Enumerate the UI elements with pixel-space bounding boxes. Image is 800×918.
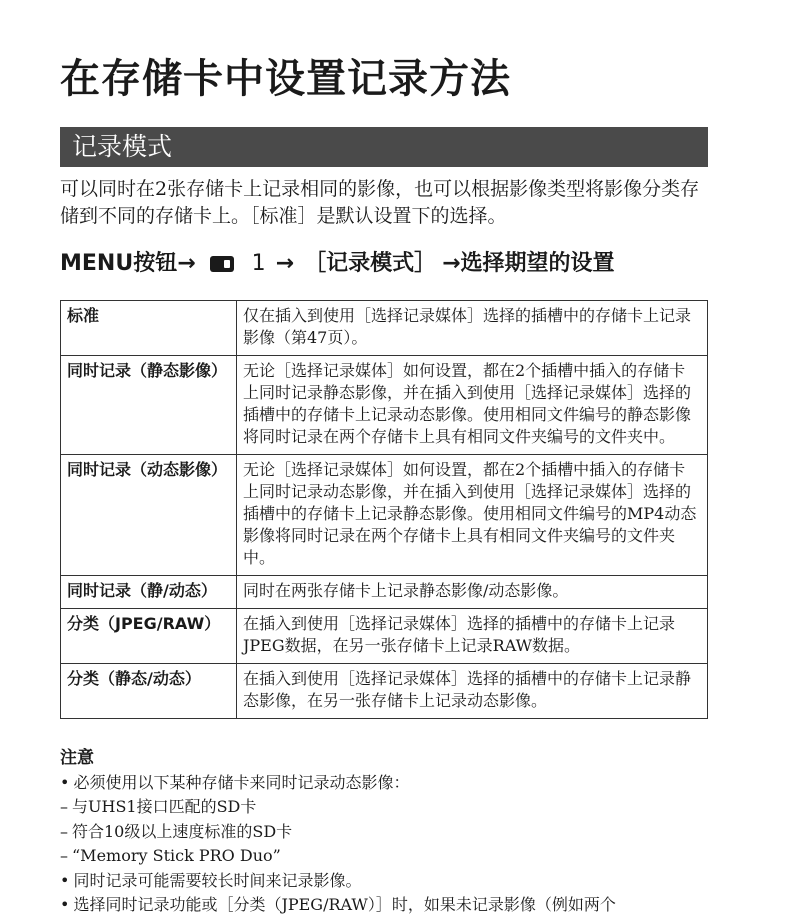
mode-name: 同时记录（动态影像） [61, 455, 237, 576]
note-line: • 必须使用以下某种存储卡来同时记录动态影像： [60, 771, 740, 796]
menu-path-end: →选择期望的设置 [442, 251, 615, 276]
table-row [61, 664, 708, 719]
mode-name: 同时记录（静/动态） [61, 576, 237, 609]
menu-tab-number: 1 [251, 251, 266, 276]
table-row [61, 356, 708, 455]
mode-name: 同时记录（静态影像） [61, 356, 237, 455]
mode-name: 标准 [61, 301, 237, 356]
mode-name: 分类（JPEG/RAW） [61, 609, 237, 664]
memory-card-icon [210, 256, 234, 272]
section-heading: 记录模式 [72, 132, 173, 161]
menu-path-start: MENU按钮→ [60, 251, 196, 276]
page-title: 在存储卡中设置记录方法 [60, 56, 511, 102]
notes-title: 注意 [60, 748, 94, 768]
menu-path-item: ［记录模式］ [304, 251, 437, 276]
intro-paragraph: 可以同时在2张存储卡上记录相同的影像，也可以根据影像类型将影像分类存储到不同的存储卡上。［标准］是默认设置下的选择。 [60, 178, 700, 227]
note-line: • 同时记录可能需要较长时间来记录影像。 [60, 869, 740, 894]
section-header [60, 127, 708, 167]
note-line: • 选择同时记录功能或［分类（JPEG/RAW）］时，如果未记录影像（例如两个 [60, 893, 740, 918]
mode-description: 同时在两张存储卡上记录静态影像/动态影像。 [237, 576, 708, 609]
notes-section [60, 746, 740, 918]
mode-description: 在插入到使用［选择记录媒体］选择的插槽中的存储卡上记录静态影像，在另一张存储卡上记录动态影像。 [237, 664, 708, 719]
mode-description: 在插入到使用［选择记录媒体］选择的插槽中的存储卡上记录JPEG数据，在另一张存储卡上记录RAW数据。 [237, 609, 708, 664]
mode-description: 仅在插入到使用［选择记录媒体］选择的插槽中的存储卡上记录影像（第47页）。 [237, 301, 708, 356]
note-line: – 符合10级以上速度标准的SD卡 [60, 820, 740, 845]
menu-path [60, 246, 615, 282]
mode-description: 无论［选择记录媒体］如何设置，都在2个插槽中插入的存储卡上同时记录动态影像，并在插入到使用［选择记录媒体］选择的插槽中的存储卡上记录静态影像。使用相同文件编号的MP4动态影像将同时记录在两个存储卡上具有相同文件夹编号的文件夹中。 [237, 455, 708, 576]
menu-path-arrow: → [275, 251, 295, 276]
table-row [61, 301, 708, 356]
note-line: – “Memory Stick PRO Duo” [60, 844, 740, 869]
note-line: – 与UHS1接口匹配的SD卡 [60, 795, 740, 820]
table-row [61, 576, 708, 609]
recording-mode-table [60, 300, 708, 719]
mode-name: 分类（静态/动态） [61, 664, 237, 719]
table-row [61, 455, 708, 576]
table-row [61, 609, 708, 664]
mode-description: 无论［选择记录媒体］如何设置，都在2个插槽中插入的存储卡上同时记录静态影像，并在插入到使用［选择记录媒体］选择的插槽中的存储卡上记录动态影像。使用相同文件编号的静态影像将同时记录在两个存储卡上具有相同文件夹编号的文件夹中。 [237, 356, 708, 455]
